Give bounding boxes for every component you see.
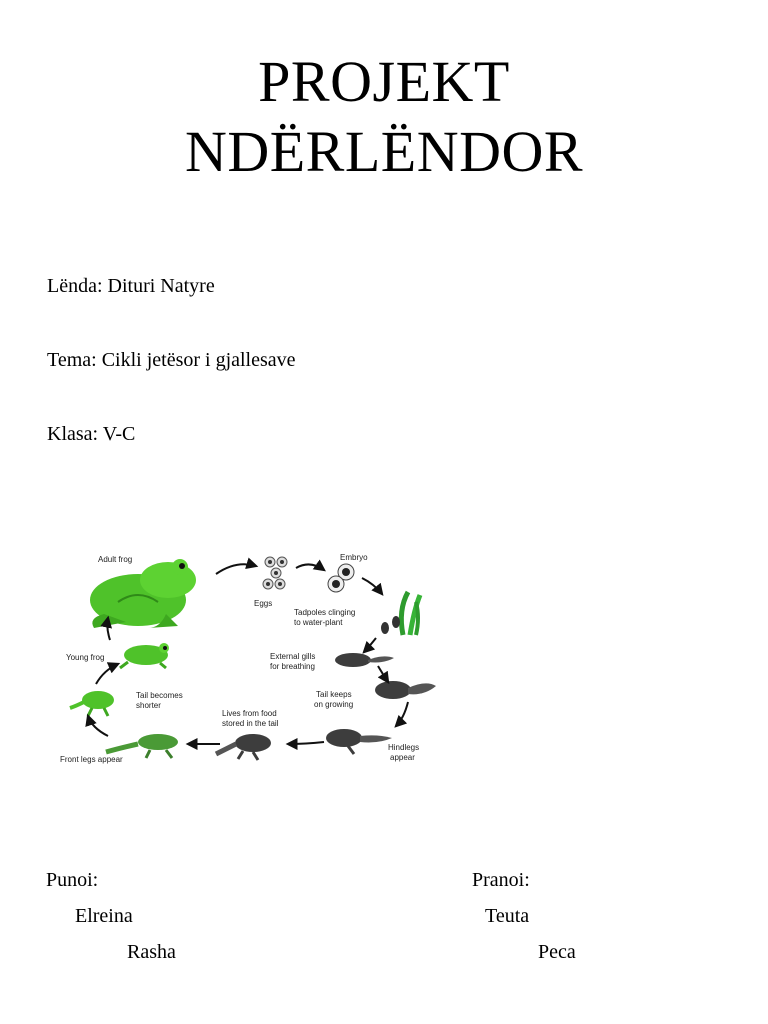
label-hindlegs-2: appear xyxy=(390,753,415,762)
water-plant-icon xyxy=(401,592,420,635)
subject-line: Lënda: Dituri Natyre xyxy=(47,275,215,297)
topic-line: Tema: Cikli jetësor i gjallesave xyxy=(47,349,296,371)
label-lives-2: stored in the tail xyxy=(222,719,279,728)
label-tadpoles-1: Tadpoles clinging xyxy=(294,608,356,617)
label-tadpoles-2: to water-plant xyxy=(294,618,343,627)
class-line: Klasa: V-C xyxy=(47,423,136,445)
tadpole-tail-icon xyxy=(375,681,436,699)
tadpole-clinging-icon xyxy=(381,616,400,634)
label-tail-grow-1: Tail keeps xyxy=(316,690,352,699)
page-title-line-2: NDËRLËNDOR xyxy=(184,119,584,184)
young-frog-icon xyxy=(120,643,169,668)
label-tail-short-1: Tail becomes xyxy=(136,691,183,700)
label-tail-grow-2: on growing xyxy=(314,700,354,709)
label-tail-short-2: shorter xyxy=(136,701,161,710)
eggs-icon xyxy=(263,557,287,589)
tadpole-hindlegs-icon xyxy=(326,729,392,754)
page-title-line-1: PROJEKT xyxy=(258,49,510,114)
frog-life-cycle-diagram xyxy=(48,540,448,772)
teacher-first-name: Teuta xyxy=(485,905,530,927)
student-first-name: Elreina xyxy=(75,905,133,927)
tadpole-gills-icon xyxy=(335,653,394,667)
accepted-label: Pranoi: xyxy=(472,869,530,891)
label-front-legs: Front legs appear xyxy=(60,755,123,764)
label-lives-1: Lives from food xyxy=(222,709,277,718)
label-gills-1: External gills xyxy=(270,652,316,661)
froglet-short-tail-icon xyxy=(70,691,114,716)
label-eggs: Eggs xyxy=(254,599,273,608)
embryo-icon xyxy=(328,564,354,592)
teacher-last-name: Peca xyxy=(538,941,576,963)
label-gills-2: for breathing xyxy=(270,662,315,671)
label-embryo: Embryo xyxy=(340,553,368,562)
label-hindlegs-1: Hindlegs xyxy=(388,743,420,752)
adult-frog-icon xyxy=(90,559,196,628)
label-adult-frog: Adult frog xyxy=(98,555,133,564)
worked-label: Punoi: xyxy=(46,869,99,891)
student-last-name: Rasha xyxy=(127,941,176,963)
label-young-frog: Young frog xyxy=(66,653,105,662)
froglet-tail-icon xyxy=(216,734,271,760)
